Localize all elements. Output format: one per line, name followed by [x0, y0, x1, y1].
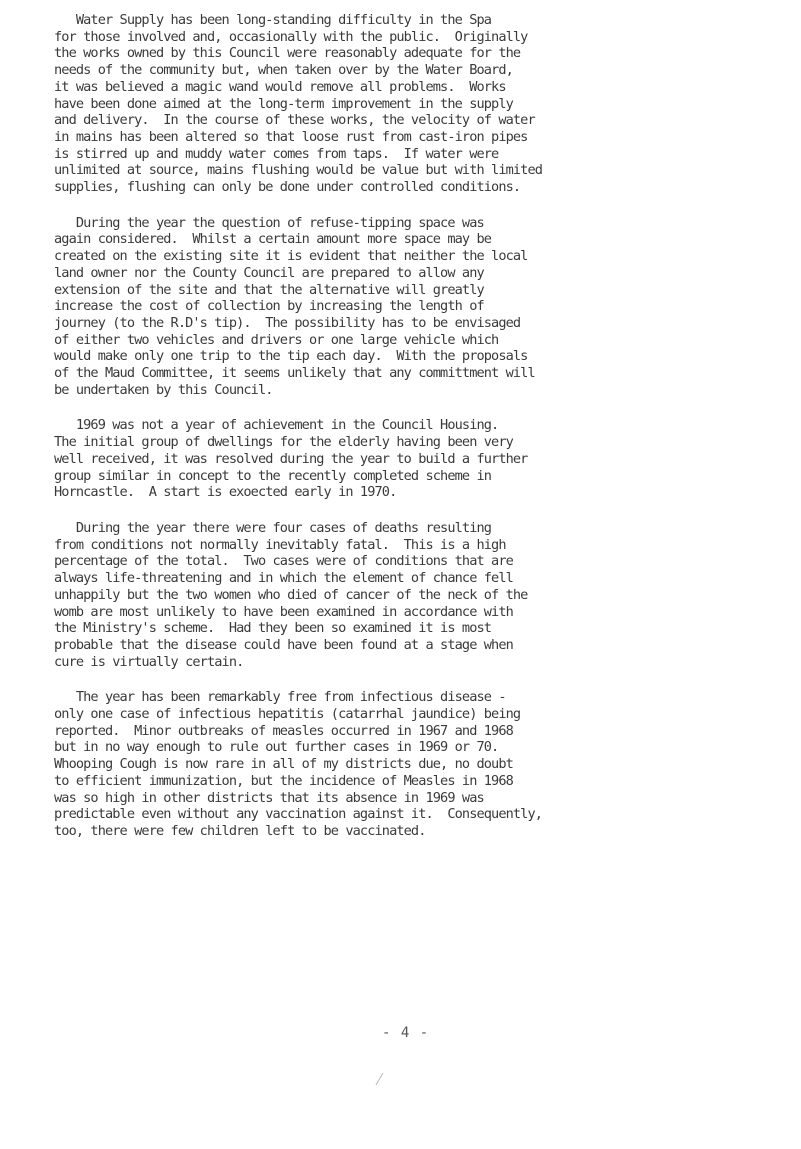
text-line: be undertaken by this Council. [54, 381, 273, 398]
text-line: Whooping Cough is now rare in all of my districts due, no doubt [54, 756, 513, 773]
text-line: well received, it was resolved during the year to build a further [54, 450, 528, 467]
report-body [54, 12, 792, 840]
text-line: unhappily but the two women who died of cancer of the neck of the [54, 586, 528, 603]
text-line: was so high in other districts that its absence in 1969 was [54, 789, 484, 806]
text-line: unlimited at source, mains flushing would be value but with limited [54, 162, 543, 179]
text-line: of the Maud Committee, it seems unlikely that any committment will [54, 365, 535, 382]
text-line: The initial group of dwellings for the elderly having been very [54, 434, 513, 451]
text-line: Water Supply has been long-standing difficulty in the Spa [54, 12, 492, 28]
text-line: probable that the disease could have been found at a stage when [54, 636, 513, 653]
text-line: the works owned by this Council were reasonably adequate for the [54, 45, 521, 62]
text-line: percentage of the total. Two cases were of conditions that are [54, 553, 513, 570]
text-line: During the year the question of refuse-tipping space was [54, 214, 484, 231]
text-line: The year has been remarkably free from infectious disease - [54, 689, 506, 706]
text-line: of either two vehicles and drivers or one large vehicle which [54, 331, 499, 348]
text-line: journey (to the R.D's tip). The possibility has to be envisaged [54, 314, 521, 331]
text-line: to efficient immunization, but the incidence of Measles in 1968 [54, 772, 513, 789]
text-line: womb are most unlikely to have been examined in accordance with [54, 603, 513, 620]
text-line: extension of the site and that the alternative will greatly [54, 281, 484, 298]
text-line: always life-threatening and in which the element of chance fell [54, 570, 513, 587]
text-line: again considered. Whilst a certain amount more space may be [54, 231, 492, 248]
council-housing-paragraph [54, 417, 792, 501]
text-line: cure is virtually certain. [54, 653, 244, 670]
text-line: 1969 was not a year of achievement in the Council Housing. [54, 417, 499, 434]
text-line: would make only one trip to the tip each day. With the proposals [54, 348, 528, 365]
text-line: is stirred up and muddy water comes from taps. If water were [54, 145, 499, 162]
text-line: but in no way enough to rule out further cases in 1969 or 70. [54, 739, 499, 756]
text-line: group similar in concept to the recently completed scheme in [54, 467, 492, 484]
text-line: created on the existing site it is evident that neither the local [54, 248, 528, 265]
text-line: predictable even without any vaccination against it. Consequently, [54, 806, 543, 823]
page-number: - 4 - [382, 1025, 430, 1041]
text-line: in mains has been altered so that loose rust from cast-iron pipes [54, 128, 528, 145]
refuse-tipping-paragraph [54, 215, 792, 399]
text-line: needs of the community but, when taken over by the Water Board, [54, 62, 513, 79]
text-line: it was believed a magic wand would remove all problems. Works [54, 78, 506, 95]
text-line: the Ministry's scheme. Had they been so examined it is most [54, 620, 492, 637]
text-line: reported. Minor outbreaks of measles occurred in 1967 and 1968 [54, 722, 513, 739]
text-line: land owner nor the County Council are prepared to allow any [54, 264, 484, 281]
deaths-paragraph [54, 520, 792, 670]
infectious-disease-paragraph [54, 689, 792, 839]
text-line: increase the cost of collection by increasing the length of [54, 298, 484, 315]
text-line: and delivery. In the course of these works, the velocity of water [54, 112, 535, 129]
text-line: only one case of infectious hepatitis (catarrhal jaundice) being [54, 706, 521, 723]
text-line: Horncastle. A start is exoected early in 1970. [54, 484, 397, 501]
text-line: too, there were few children left to be vaccinated. [54, 822, 426, 839]
text-line: have been done aimed at the long-term improvement in the supply [54, 95, 513, 112]
pencil-mark [376, 1073, 384, 1086]
report-page [54, 12, 792, 859]
water-supply-paragraph [54, 12, 792, 196]
text-line: from conditions not normally inevitably fatal. This is a high [54, 536, 506, 553]
text-line: for those involved and, occasionally with the public. Originally [54, 28, 528, 45]
text-line: During the year there were four cases of deaths resulting [54, 519, 492, 536]
text-line: supplies, flushing can only be done under controlled conditions. [54, 179, 521, 196]
